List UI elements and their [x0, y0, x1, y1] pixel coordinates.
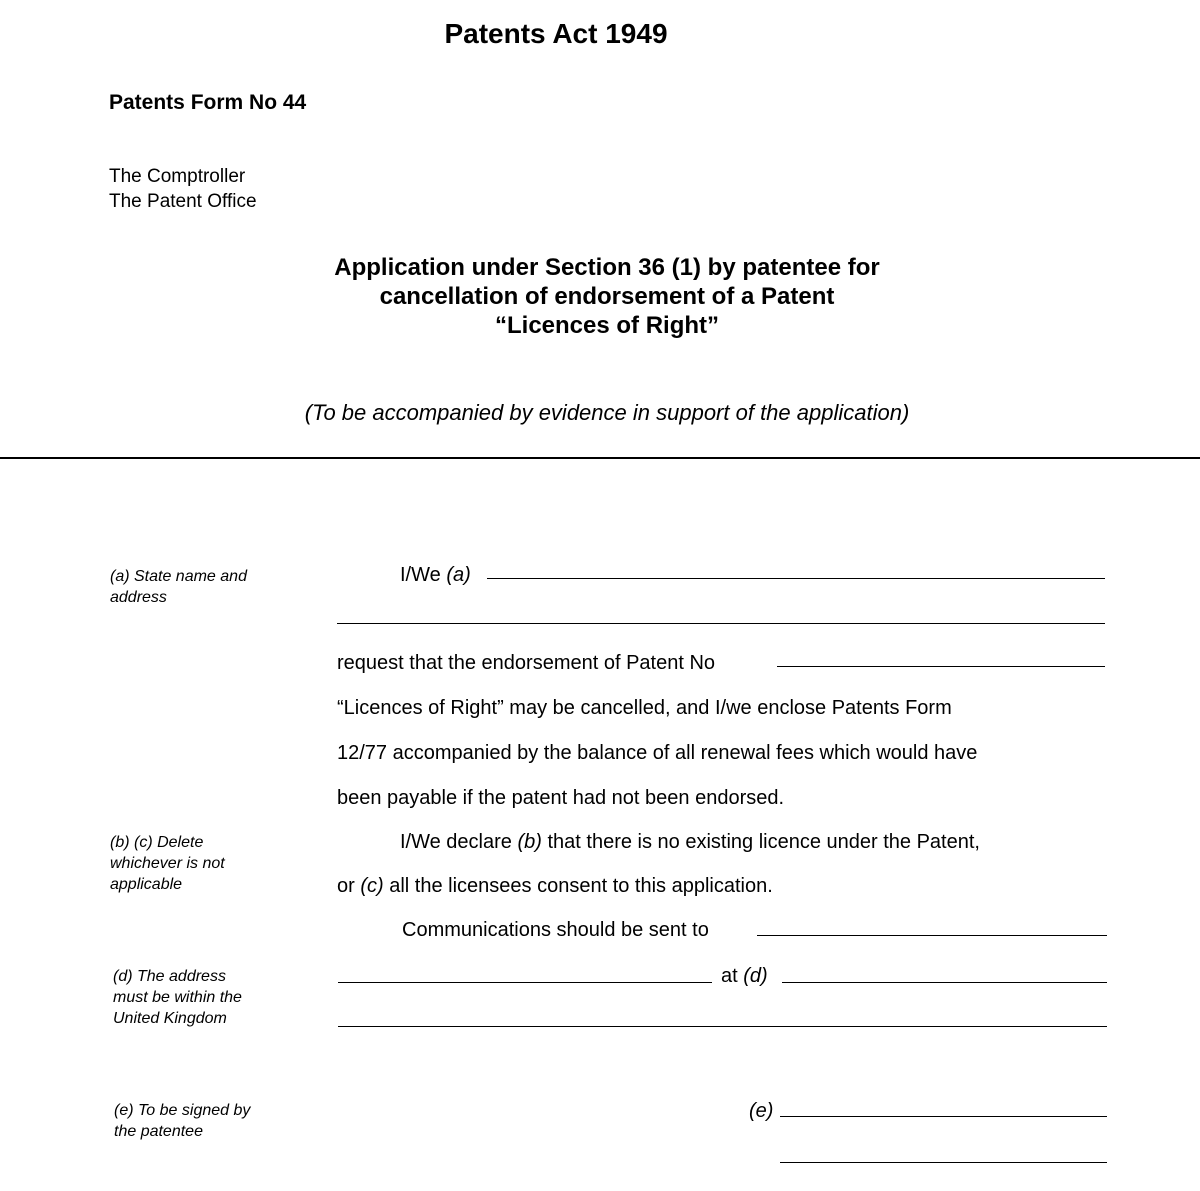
margin-note-bc-line-2: whichever is not — [110, 855, 225, 872]
evidence-note: (To be accompanied by evidence in support of the application) — [304, 400, 910, 425]
margin-note-a-line-2: address — [110, 589, 167, 606]
communications-name-field-2[interactable] — [338, 982, 712, 983]
licences-text: “Licences of Right” may be cancelled, and I/we enclose Patents Form — [337, 697, 952, 719]
signature-field-2[interactable] — [780, 1162, 1107, 1163]
address-field[interactable] — [337, 623, 1105, 624]
communications-text: Communications should be sent to — [402, 919, 709, 941]
margin-note-e-line-2: the patentee — [114, 1123, 203, 1140]
addressee-line-1: The Comptroller — [109, 166, 246, 187]
uk-address-field[interactable] — [782, 982, 1107, 983]
patent-number-field[interactable] — [777, 666, 1105, 667]
iwe-label — [400, 564, 471, 587]
margin-note-a — [110, 566, 310, 608]
declare-suffix: that there is no existing licence under the Patent, — [541, 831, 980, 853]
form-number: Patents Form No 44 — [109, 91, 307, 114]
form-heading-line-2: cancellation of endorsement of a Patent — [379, 283, 835, 310]
margin-note-a-line-1: (a) State name and — [110, 568, 247, 585]
consent-text — [337, 875, 773, 898]
margin-note-d-line-3: United Kingdom — [113, 1010, 227, 1027]
signature-field[interactable] — [780, 1116, 1107, 1117]
at-label — [721, 965, 768, 988]
margin-note-bc — [110, 832, 310, 895]
communications-name-field[interactable] — [757, 935, 1107, 936]
margin-note-d-line-2: must be within the — [113, 989, 242, 1006]
name-field[interactable] — [487, 578, 1105, 579]
act-title: Patents Act 1949 — [444, 18, 668, 49]
margin-note-d-line-1: (d) The address — [113, 968, 226, 985]
margin-note-bc-line-3: applicable — [110, 876, 183, 893]
fees-text: 12/77 accompanied by the balance of all renewal fees which would have — [337, 742, 978, 764]
addressee-line-2: The Patent Office — [109, 191, 257, 212]
request-text: request that the endorsement of Patent No — [337, 652, 716, 674]
margin-note-d — [113, 966, 313, 1029]
margin-note-e — [114, 1100, 314, 1142]
margin-note-bc-line-1: (b) (c) Delete — [110, 834, 204, 851]
sign-ref: (e) — [749, 1100, 774, 1122]
section-divider — [0, 457, 1200, 459]
margin-note-e-line-1: (e) To be signed by — [114, 1102, 251, 1119]
iwe-ref: (a) — [446, 564, 471, 586]
iwe-prefix: I/We — [400, 564, 447, 586]
or-suffix: all the licensees consent to this application. — [383, 875, 773, 897]
or-prefix: or — [337, 875, 361, 897]
signature-label — [749, 1100, 773, 1123]
at-word: at — [721, 965, 744, 987]
at-ref: (d) — [743, 965, 768, 987]
payable-text: been payable if the patent had not been endorsed. — [337, 787, 785, 809]
form-heading-line-3: “Licences of Right” — [494, 312, 720, 339]
declare-prefix: I/We declare — [400, 831, 518, 853]
or-ref: (c) — [360, 875, 384, 897]
declare-ref: (b) — [517, 831, 542, 853]
declaration-text — [400, 831, 980, 854]
uk-address-field-2[interactable] — [338, 1026, 1107, 1027]
form-heading-line-1: Application under Section 36 (1) by patentee for — [334, 254, 880, 281]
